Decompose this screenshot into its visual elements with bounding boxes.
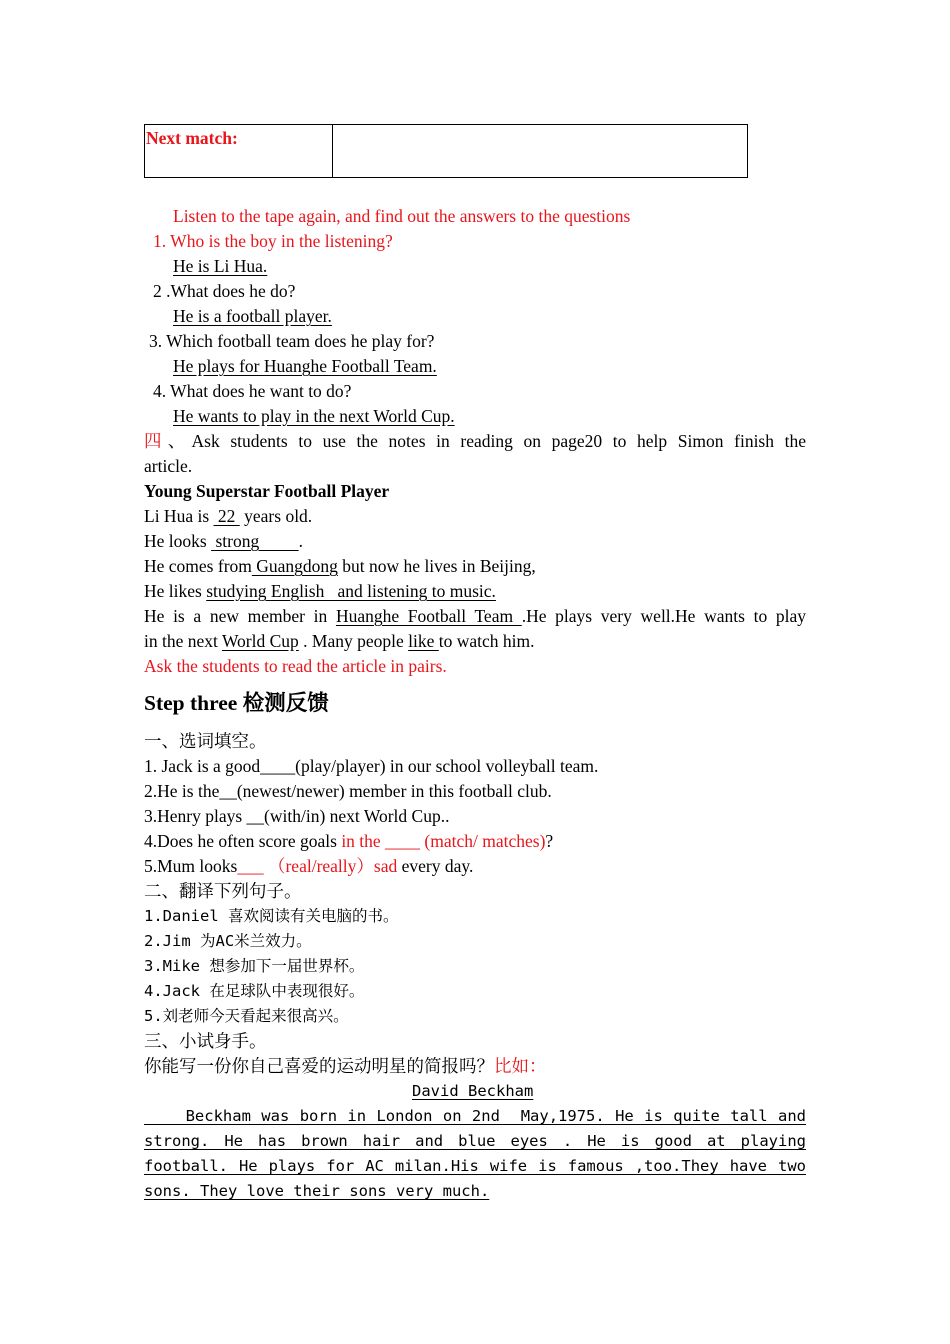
text: to watch him. bbox=[438, 631, 535, 651]
text: ? bbox=[545, 831, 554, 851]
article-line-4 bbox=[144, 579, 496, 604]
text: 5.Mum looks bbox=[144, 856, 238, 876]
text: He likes bbox=[144, 581, 207, 601]
text: He is a new member in bbox=[144, 606, 336, 626]
text: . Many people bbox=[298, 631, 409, 651]
article-line-1 bbox=[144, 504, 312, 529]
translate-item-2: 2.Jim 为AC米兰效力。 bbox=[144, 932, 312, 950]
sample-title: David Beckham bbox=[412, 1082, 534, 1100]
task-4-instruction bbox=[144, 429, 806, 454]
text-red: 比如： bbox=[494, 1056, 547, 1076]
fill-item-5 bbox=[144, 854, 473, 879]
article-line-6 bbox=[144, 629, 535, 654]
text: years old. bbox=[239, 506, 313, 526]
text: He comes from bbox=[144, 556, 252, 576]
task-4-marker: 四 bbox=[144, 431, 168, 451]
translate-item-5: 5.刘老师今天看起来很高兴。 bbox=[144, 1007, 349, 1025]
fill-item-2: 2.He is the__(newest/newer) member in this football club. bbox=[144, 781, 552, 801]
fill-looks: strong bbox=[211, 531, 299, 551]
answer-3: He plays for Huanghe Football Team. bbox=[173, 356, 437, 376]
answer-4: He wants to play in the next World Cup. bbox=[173, 406, 455, 426]
article-line-2 bbox=[144, 529, 303, 554]
translate-item-1: 1.Daniel 喜欢阅读有关电脑的书。 bbox=[144, 907, 399, 925]
task-4-text: 、Ask students to use the notes in reading on page20 to help Simon finish the bbox=[167, 431, 806, 451]
text: 4.Does he often score goals bbox=[144, 831, 342, 851]
translate-item-3: 3.Mike 想参加下一届世界杯。 bbox=[144, 957, 365, 975]
section-2-title: 二、翻译下列句子。 bbox=[144, 881, 302, 901]
step-three-heading: Step three 检测反馈 bbox=[144, 691, 329, 715]
text-red: ___ （real/really）sad bbox=[237, 856, 398, 876]
text: . bbox=[298, 531, 303, 551]
text-red: in the ____ (match/ matches) bbox=[341, 831, 546, 851]
article-line-5 bbox=[144, 604, 806, 629]
text: in the next bbox=[144, 631, 222, 651]
fill-item-1: 1. Jack is a good____(play/player) in our school volleyball team. bbox=[144, 756, 599, 776]
fill-item-3: 3.Henry plays __(with/in) next World Cup.. bbox=[144, 806, 450, 826]
writing-prompt bbox=[144, 1054, 547, 1079]
answer-1: He is Li Hua. bbox=[173, 256, 268, 276]
pairs-instruction: Ask the students to read the article in pairs. bbox=[144, 656, 447, 676]
question-3: 3. Which football team does he play for? bbox=[149, 331, 435, 351]
article-line-3 bbox=[144, 554, 536, 579]
fill-hobbies: studying English and listening to music. bbox=[206, 581, 496, 601]
text: 你能写一份你自己喜爱的运动明星的简报吗？ bbox=[144, 1056, 494, 1076]
fill-team: Huanghe Football Team bbox=[335, 606, 522, 626]
fill-verb: like bbox=[408, 631, 439, 651]
text: He looks bbox=[144, 531, 212, 551]
article-title: Young Superstar Football Player bbox=[144, 481, 390, 501]
fill-event: World Cup bbox=[221, 631, 299, 651]
section-1-title: 一、选词填空。 bbox=[144, 731, 267, 751]
next-match-table bbox=[144, 124, 748, 178]
translate-item-4: 4.Jack 在足球队中表现很好。 bbox=[144, 982, 365, 1000]
question-1: 1. Who is the boy in the listening? bbox=[153, 231, 393, 251]
next-match-label: Next match: bbox=[145, 125, 333, 178]
section-3-title: 三、小试身手。 bbox=[144, 1031, 267, 1051]
sample-line-3: football. He plays for AC milan.His wife is famous ,too.They have two bbox=[144, 1157, 806, 1175]
task-4-instruction-end: article. bbox=[144, 456, 193, 476]
sample-line-2: strong. He has brown hair and blue eyes . He is good at playing bbox=[144, 1132, 806, 1150]
next-match-value bbox=[333, 125, 748, 178]
listening-instruction: Listen to the tape again, and find out the answers to the questions bbox=[173, 206, 631, 226]
fill-hometown: Guangdong bbox=[251, 556, 338, 576]
text: Li Hua is bbox=[144, 506, 214, 526]
fill-item-4 bbox=[144, 829, 553, 854]
sample-line-1: Beckham was born in London on 2nd May,1975. He is quite tall and bbox=[144, 1107, 806, 1125]
question-4: 4. What does he want to do? bbox=[153, 381, 352, 401]
fill-age: 22 bbox=[213, 506, 240, 526]
text: every day. bbox=[397, 856, 474, 876]
text: .He plays very well.He wants to play bbox=[521, 606, 807, 626]
answer-2: He is a football player. bbox=[173, 306, 332, 326]
sample-line-4: sons. They love their sons very much. bbox=[144, 1182, 490, 1200]
text: but now he lives in Beijing, bbox=[337, 556, 536, 576]
question-2: 2 .What does he do? bbox=[153, 281, 296, 301]
